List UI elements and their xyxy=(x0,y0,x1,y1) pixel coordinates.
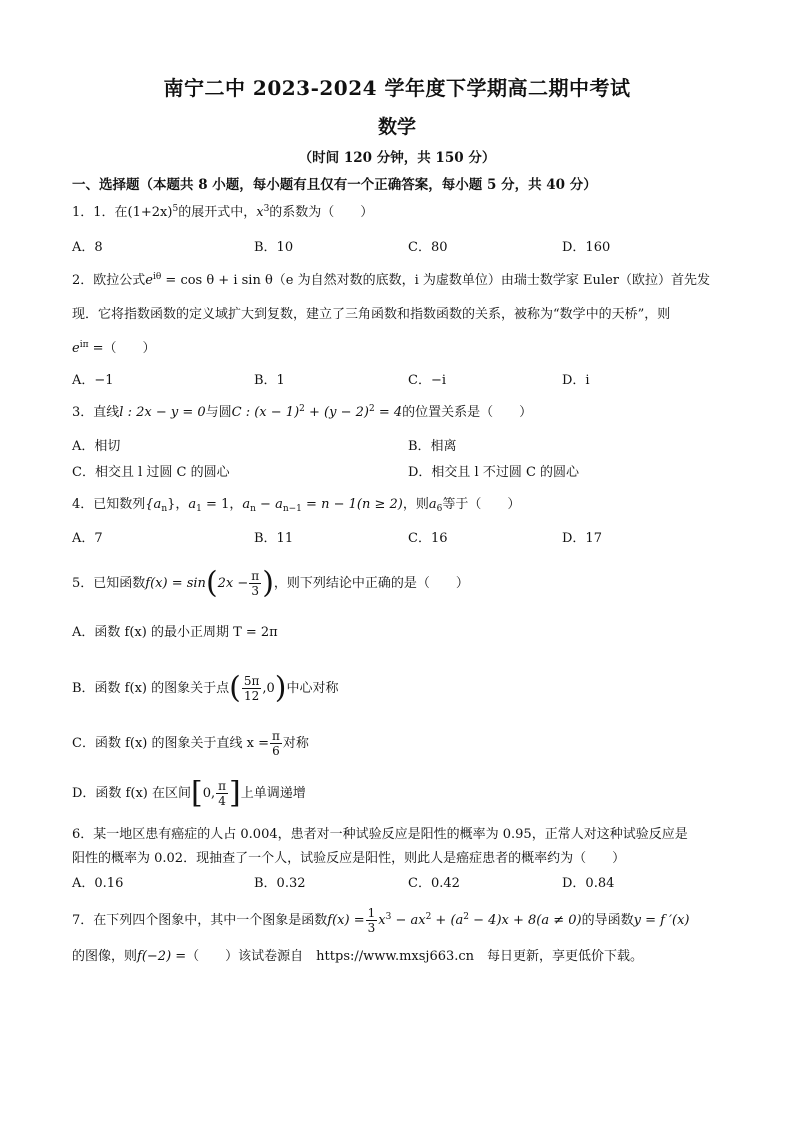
q2-prefix: 2．欧拉公式 xyxy=(72,273,146,288)
q7-e3: 3 xyxy=(385,912,392,922)
q7-func-b: x xyxy=(378,913,386,928)
q5-optd-den: 4 xyxy=(218,794,226,808)
q5-optd-num: π xyxy=(218,779,226,793)
q5-suffix: ，则下列结论中正确的是（ ） xyxy=(273,576,469,591)
q4-rec-a: a xyxy=(242,497,251,512)
question-4 xyxy=(72,495,520,515)
question-7-line-2 xyxy=(72,947,643,967)
q5-optb-b: ,0 xyxy=(262,681,275,696)
q2-exp: iθ xyxy=(152,272,162,282)
q4-rec-mid: − a xyxy=(255,497,283,512)
q7-func-c: − ax xyxy=(391,913,426,928)
q5-optd-rbracket: ] xyxy=(229,775,241,811)
question-6-line-2: 阳性的概率为 0.02．现抽查了一个人，试验反应是阳性，则此人是癌症患者的概率约为（ ） xyxy=(72,851,626,866)
q2-line3-rest: =（ ） xyxy=(88,341,156,356)
q4-text-e: 等于（ ） xyxy=(442,497,521,512)
q5-optc-b: 对称 xyxy=(282,736,309,751)
q5-optd-a: D．函数 f(x) 在区间 xyxy=(72,786,191,801)
q4-option-a[interactable]: A．7 xyxy=(72,531,103,546)
q5-arg-num: π xyxy=(251,569,260,583)
section-heading: 一、选择题（本题共 8 小题，每小题有且仅有一个正确答案，每小题 5 分，共 40 分） xyxy=(72,177,597,193)
q2-option-c[interactable]: C．−i xyxy=(408,373,446,388)
question-7-line-1 xyxy=(72,906,690,935)
q2-option-a[interactable]: A．−1 xyxy=(72,373,114,388)
q5-option-c[interactable] xyxy=(72,729,309,758)
question-2-line-3 xyxy=(72,339,156,359)
q5-arg-frac xyxy=(249,569,261,598)
q3-line-expr: l : 2x − y = 0 xyxy=(119,405,206,420)
q5-optc-frac xyxy=(270,729,282,758)
q6-option-c[interactable]: C．0.42 xyxy=(408,876,460,891)
question-5 xyxy=(72,565,469,601)
q1-option-b[interactable]: B．10 xyxy=(254,240,294,255)
q5-optb-den: 12 xyxy=(243,689,260,703)
q7-line2-expr: f(−2) = xyxy=(137,949,187,964)
q4-text-a: 4．已知数列 xyxy=(72,497,146,512)
q5-prefix: 5．已知函数 xyxy=(72,576,146,591)
q1-suffix: 的系数为（ ） xyxy=(269,205,374,220)
q3-sq-1: 2 xyxy=(299,404,305,414)
question-6-line-1: 6．某一地区患有癌症的人占 0.004，患者对一种试验反应是阳性的概率为 0.95，正常人对这种试验反应是 xyxy=(72,827,688,842)
q4-seq-end: } xyxy=(167,497,176,512)
question-3 xyxy=(72,403,532,423)
q2-option-b[interactable]: B．1 xyxy=(254,373,285,388)
q4-a1-sub: 1 xyxy=(196,504,202,514)
q5-optb-c: 中心对称 xyxy=(286,681,339,696)
subject-title: 数学 xyxy=(377,116,416,138)
q4-a1: a xyxy=(188,497,197,512)
q7-func-e: − 4)x + 8(a ≠ 0) xyxy=(469,913,582,928)
q5-option-b[interactable] xyxy=(72,670,339,706)
q6-option-b[interactable]: B．0.32 xyxy=(254,876,306,891)
q5-option-d[interactable] xyxy=(72,775,306,811)
q4-text-c: ， xyxy=(229,497,243,512)
q2-exp-2: iπ xyxy=(79,340,89,350)
q4-option-c[interactable]: C．16 xyxy=(408,531,448,546)
q4-a6: a xyxy=(428,497,437,512)
q7-frac-den: 3 xyxy=(367,921,376,935)
q2-option-d[interactable]: D．i xyxy=(562,373,590,388)
q4-a6-sub: 6 xyxy=(436,504,443,514)
q5-optd-frac xyxy=(216,779,228,808)
q1-term-exp: 3 xyxy=(263,204,270,214)
q5-optb-a: B．函数 f(x) 的图象关于点 xyxy=(72,681,230,696)
q2-base: e xyxy=(145,273,153,288)
q7-mid: 的导函数 xyxy=(581,913,634,928)
q7-frac-num: 1 xyxy=(367,906,376,920)
q1-expr: (1+2x) xyxy=(127,205,173,220)
q1-option-a[interactable]: A．8 xyxy=(72,240,103,255)
q7-prefix: 7．在下列四个图象中，其中一个图象是函数 xyxy=(72,913,328,928)
q3-mid: 与圆 xyxy=(205,405,232,420)
q4-a1-val: = 1 xyxy=(201,497,230,512)
q5-optb-rparen: ) xyxy=(274,670,287,706)
q5-optc-a: C．函数 f(x) 的图象关于直线 x = xyxy=(72,736,269,751)
q3-sq-2: 2 xyxy=(368,404,375,414)
q5-optb-lparen: ( xyxy=(229,670,241,706)
q3-circle-c: = 4 xyxy=(374,405,403,420)
q3-circle-a: C : (x − 1) xyxy=(231,405,300,420)
q1-option-d[interactable]: D．160 xyxy=(562,240,611,255)
q7-deriv: y = f ′(x) xyxy=(633,913,690,928)
q7-func-d: + (a xyxy=(431,913,464,928)
q3-option-c[interactable]: C．相交且 l 过圆 C 的圆心 xyxy=(72,465,230,480)
q5-func: f(x) = sin xyxy=(145,576,206,591)
question-2-line-2: 现．它将指数函数的定义域扩大到复数，建立了三角函数和指数函数的关系，被称为“数学中的天桥”，则 xyxy=(72,307,671,322)
q2-rhs: = cos θ + i sin θ xyxy=(161,273,273,288)
q6-option-d[interactable]: D．0.84 xyxy=(562,876,615,891)
q1-term: x xyxy=(256,205,264,220)
q4-rec-a-sub: n xyxy=(250,504,256,514)
q4-seq-sub: n xyxy=(161,504,168,514)
q7-e2-2: 2 xyxy=(463,912,470,922)
q2-base-2: e xyxy=(72,341,80,356)
q5-arg-a: 2x − xyxy=(217,576,249,591)
q7-func-a: f(x) = xyxy=(327,913,365,928)
q4-text-b: ， xyxy=(175,497,189,512)
q4-seq: {a xyxy=(145,497,162,512)
q5-optb-num: 5π xyxy=(243,674,260,688)
q1-mid: 的展开式中， xyxy=(178,205,257,220)
q7-e2-1: 2 xyxy=(425,912,432,922)
q3-circle-b: + (y − 2) xyxy=(304,405,369,420)
q1-prefix: 1．1．在 xyxy=(72,205,128,220)
q3-option-d[interactable]: D．相交且 l 不过圆 C 的圆心 xyxy=(408,465,580,480)
q4-option-b[interactable]: B．11 xyxy=(254,531,294,546)
q5-optd-b: 0, xyxy=(202,786,216,801)
question-2-line-1 xyxy=(72,271,710,291)
q2-rest: （e 为自然对数的底数，i 为虚数单位）由瑞士数学家 Euler（欧拉）首先发 xyxy=(272,273,710,288)
q4-rec-b-sub: n−1 xyxy=(282,504,302,514)
q3-suffix: 的位置关系是（ ） xyxy=(402,405,533,420)
q5-arg-den: 3 xyxy=(251,584,260,598)
q5-optd-c: 上单调递增 xyxy=(240,786,306,801)
q1-option-c[interactable]: C．80 xyxy=(408,240,448,255)
q4-option-d[interactable]: D．17 xyxy=(562,531,602,546)
q5-option-a[interactable]: A．函数 f(x) 的最小正周期 T = 2π xyxy=(72,625,278,640)
time-note: （时间 120 分钟，共 150 分） xyxy=(298,150,496,166)
q5-optc-num: π xyxy=(272,729,280,743)
q5-rparen: ) xyxy=(262,565,274,601)
q4-text-d: ，则 xyxy=(402,497,429,512)
q5-optc-den: 6 xyxy=(272,744,280,758)
q3-prefix: 3．直线 xyxy=(72,405,120,420)
q4-rec-rhs: = n − 1(n ≥ 2) xyxy=(301,497,403,512)
q3-option-a[interactable]: A．相切 xyxy=(72,439,121,454)
q7-line2-b: （ ）该试卷源自 https://www.mxsj663.cn 每日更新，享更低价下载。 xyxy=(186,949,644,964)
q5-lparen: ( xyxy=(205,565,218,601)
q1-exp: 5 xyxy=(172,204,179,214)
exam-title: 南宁二中 2023-2024 学年度下学期高二期中考试 xyxy=(163,76,631,100)
q6-option-a[interactable]: A．0.16 xyxy=(72,876,124,891)
q7-line2-a: 的图像，则 xyxy=(72,949,138,964)
q5-optd-lbracket: [ xyxy=(190,775,203,811)
q5-optb-frac xyxy=(242,674,262,703)
q3-option-b[interactable]: B．相离 xyxy=(408,439,457,454)
q7-frac xyxy=(366,906,378,935)
question-1 xyxy=(72,203,373,223)
